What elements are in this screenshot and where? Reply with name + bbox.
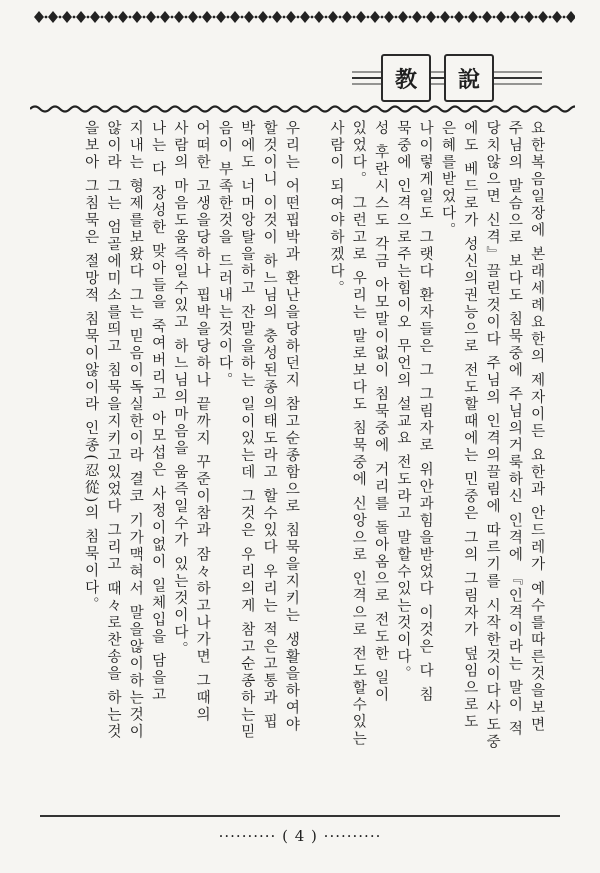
text-column: 성 후란시스도 각금 아모말이없이 침묵중에 거리를 돌아옴으로 전도한 일이 <box>372 120 389 704</box>
top-ornament-border <box>30 8 575 26</box>
text-column: 요한복음일장에 본래세례요한의 제자이든 요한과 안드레가 예수를따른것을보면 <box>528 120 545 734</box>
page-number-dots-left: ·········· <box>218 827 277 845</box>
header-char-right: 說 <box>457 66 480 93</box>
page-number-value: ( 4 ) <box>282 827 318 845</box>
text-column: 을보아 그침묵은 절망적 침묵이않이라 인종(忍從)의 침묵이다。 <box>82 120 99 614</box>
text-column: 나이렇게일도 그랫다 환자들은 그 그림자로 위안과힘을받었다 이것은 다 침 <box>417 120 434 704</box>
bottom-rule <box>40 814 560 818</box>
header-char-box-right <box>444 54 494 102</box>
wave-divider <box>30 104 575 114</box>
header-char-box-left <box>381 54 431 102</box>
text-column: 사람의 마음도움즉일수있고 하느님의마음을 움즉일수가 있는것이다。 <box>171 120 188 659</box>
text-column: 나는 다 장성한 맞아들을 죽여버리고 아모섭은 사정이없이 일체입을 담을고 <box>149 120 166 704</box>
text-column: 할것이니 이것이 하느님의 충성된종의태도라고 할수있다 우리는 적은고통과 핍 <box>261 120 278 731</box>
page-number <box>0 827 600 845</box>
text-column: 묵중에 인격으로주는힘이오 무언의 설교요 전도라고 말할수있는것이다。 <box>394 120 411 683</box>
text-column: 당치않으면 신격』끌린것이다 주님의 인격의끌림에 따르기를 시작한것이다사도중 <box>484 120 501 751</box>
text-column: 음이 부족한것을 드러내는것이다。 <box>216 120 233 390</box>
text-column: 주님의 말슴으로 보다도 침묵중에 주님의거룩하신 인격에 『인격이라는 말이 적 <box>506 120 523 738</box>
text-column: 지내는 형제를보왔다 그는 믿음이독실한이라 결코 기가맥혀서 말을않이하는것이 <box>127 120 144 741</box>
text-column: 은혜를받었다。 <box>439 120 456 239</box>
text-column <box>303 120 325 810</box>
text-column: 않이라 그는 엄골에미소를띄고 침묵을지키고있었다 그리고 때々로찬송을 하는것 <box>105 120 121 741</box>
text-column: 어떠한 고생을당하나 핍박을당하나 끝까지 꾸준이참과 잠々하고나가면 그때의 <box>194 120 211 724</box>
text-column: 박에도 너머앙탈을하고 잔말을하는 일이있는데 그것은 우리의게 참고순종하는믿 <box>238 120 255 741</box>
text-column: 있었다。 그런고로 우리는 말로보다도 침묵중에 신앙으로 인격으로 전도할수있는 <box>350 120 367 748</box>
text-column: 에도 베드로가 성신의권능으로 전도할때에는 민중은 그의 그림자가 덮임으로도 <box>461 120 478 731</box>
header-char-left: 教 <box>394 66 417 93</box>
page-number-dots-right: ·········· <box>323 827 382 845</box>
text-column: 우리는 어떤핍박과 환난을당하던지 참고순종함으로 침묵을지키는 생활을하여야 <box>283 120 300 734</box>
text-column: 사람이 되여야하겠다。 <box>328 120 344 298</box>
